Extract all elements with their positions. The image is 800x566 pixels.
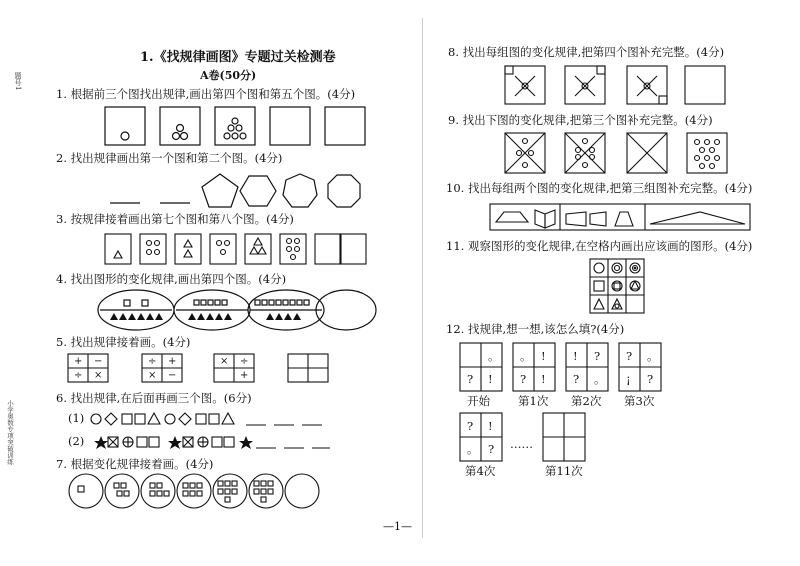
- q12-g3-c0: ?: [626, 349, 633, 363]
- q12-g2-c3: 。: [594, 372, 606, 386]
- page-number: —1—: [383, 520, 412, 533]
- q5-sym-2-2: +: [168, 356, 177, 367]
- q6-row1-label: (1): [68, 411, 85, 425]
- q5-sym-3-2: ÷: [240, 356, 249, 367]
- q5-sym-1-1: +: [74, 356, 83, 367]
- q5-sym-1-4: ×: [94, 370, 103, 381]
- q5-sym-2-3: ×: [148, 370, 157, 381]
- q12-g3-c1: 。: [647, 349, 659, 363]
- q12-caption-0: 开始: [467, 394, 490, 408]
- page-title: 1.《找规律画图》专题过关检测卷: [140, 50, 336, 65]
- q12-g4-c0: ?: [467, 419, 474, 433]
- q9-text: 9. 找出下图的变化规律,把第三个图补充完整。(4分): [448, 113, 713, 127]
- q12-g0-c3: !: [488, 372, 493, 386]
- q12-g2-c1: ?: [594, 349, 601, 363]
- q10-text: 10. 找出每组两个图的变化规律,把第三组图补充完整。(4分): [446, 181, 753, 195]
- q12-g4-c2: 。: [467, 442, 479, 456]
- q12-caption-3: 第3次: [624, 394, 655, 408]
- q12-g0-c1: 。: [488, 349, 500, 363]
- q12-ellipsis: ……: [510, 437, 533, 451]
- side-label-bottom: 小学奥数专项突破训练: [6, 400, 14, 465]
- q12-g2-c0: !: [573, 349, 578, 363]
- q12-caption-4: 第4次: [465, 464, 496, 478]
- q5-sym-3-1: ×: [220, 356, 229, 367]
- q12-g2-c2: ?: [573, 372, 580, 386]
- q4-text: 4. 找出图形的变化规律,画出第四个图。(4分): [56, 272, 287, 286]
- q12-text: 12. 找规律,想一想,该怎么填?(4分): [446, 322, 625, 336]
- q12-g1-c0: 。: [520, 349, 532, 363]
- q5-sym-1-2: −: [94, 356, 103, 367]
- q12-caption-1: 第1次: [518, 394, 549, 408]
- q8-text: 8. 找出每组图的变化规律,把第四个图补充完整。(4分): [448, 45, 725, 59]
- q12-g3-c2: ¡: [626, 372, 631, 386]
- q11-text: 11. 观察图形的变化规律,在空格内画出应该画的图形。(4分): [446, 239, 753, 253]
- q12-g4-c3: ?: [488, 442, 495, 456]
- q5-text: 5. 找出规律接着画。(4分): [56, 335, 191, 349]
- q6-row2-label: (2): [68, 434, 85, 448]
- q3-text: 3. 按规律接着画出第七个图和第八个图。(4分): [56, 212, 294, 226]
- q12-caption-5: 第11次: [545, 464, 583, 478]
- q5-sym-1-3: ÷: [74, 370, 83, 381]
- q12-g1-c3: !: [541, 372, 546, 386]
- q5-sym-2-4: −: [168, 370, 177, 381]
- q12-caption-2: 第2次: [571, 394, 602, 408]
- q12-g4-c1: !: [488, 419, 493, 433]
- q12-g1-c2: ?: [520, 372, 527, 386]
- q5-sym-2-1: ÷: [148, 356, 157, 367]
- q12-g3-c3: ?: [647, 372, 654, 386]
- q12-g1-c1: !: [541, 349, 546, 363]
- q12-g0-c2: ?: [467, 372, 474, 386]
- q2-text: 2. 找出规律画出第一个图和第二个图。(4分): [56, 151, 283, 165]
- q6-text: 6. 找出规律,在后面再画三个图。(6分): [56, 391, 252, 405]
- side-label-top: 题号1: [14, 72, 22, 91]
- section-title: A卷(50分): [200, 69, 257, 82]
- q5-sym-3-4: +: [240, 370, 249, 381]
- q7-text: 7. 根据变化规律接着画。(4分): [56, 457, 214, 471]
- q1-text: 1. 根据前三个图找出规律,画出第四个图和第五个图。(4分): [56, 87, 356, 101]
